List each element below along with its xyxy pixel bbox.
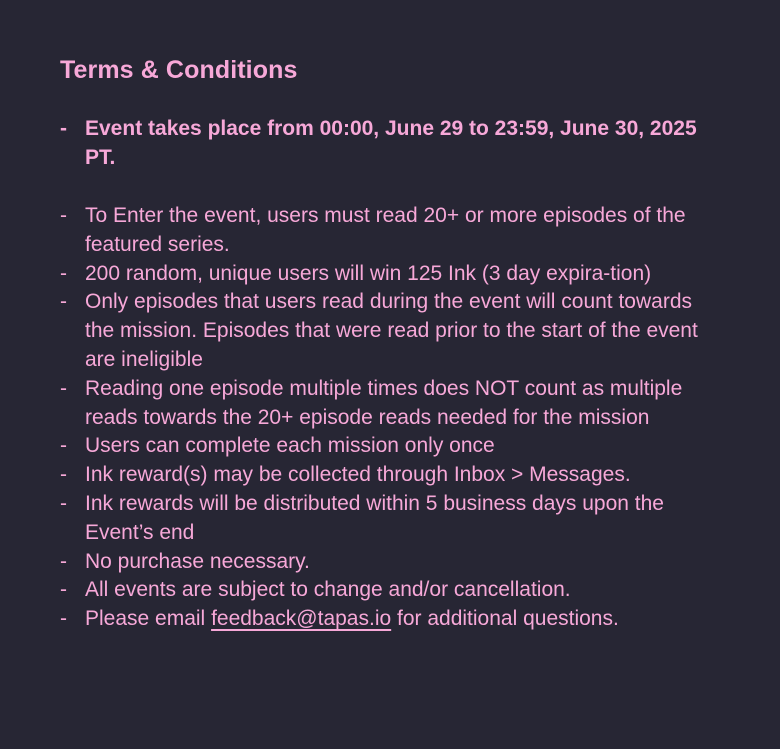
terms-item (60, 288, 724, 374)
event-dates (60, 114, 724, 172)
contact-text-after: for additional questions. (391, 607, 619, 631)
terms-item-text: Users can complete each mission only once (85, 434, 495, 458)
terms-item (60, 548, 724, 577)
bullet-dash: - (60, 434, 67, 458)
contact-text-before: Please email (85, 607, 212, 631)
terms-item-text: Ink rewards will be distributed within 5 business days upon the Event’s end (85, 491, 664, 544)
bullet-dash: - (60, 463, 67, 487)
terms-item (60, 490, 724, 548)
event-dates-text: Event takes place from 00:00, June 29 to 23:59, June 30, 2025 PT. (85, 117, 697, 169)
terms-item-text: To Enter the event, users must read 20+ or more episodes of the featured series. (85, 204, 686, 256)
bullet-dash: - (60, 549, 67, 573)
bullet-dash: - (60, 578, 67, 602)
terms-item-text: Ink reward(s) may be collected through Inbox > Messages. (85, 463, 631, 487)
terms-item (60, 260, 724, 289)
bullet-dash: - (60, 376, 67, 400)
feedback-email-link[interactable]: feedback@tapas.io (211, 607, 392, 631)
terms-item-contact (60, 605, 724, 634)
terms-item (60, 375, 724, 433)
terms-item (60, 576, 724, 605)
terms-title: Terms & Conditions (60, 56, 298, 84)
terms-item-text: 200 random, unique users will win 125 Ink (3 day expira-tion) (85, 261, 652, 285)
bullet-dash: - (60, 491, 67, 515)
terms-item-text: Reading one episode multiple times does NOT count as multiple reads towards the 20+ episode reads needed for the mission (85, 376, 683, 429)
terms-item (60, 461, 724, 490)
bullet-dash: - (60, 204, 67, 227)
terms-item-text: Only episodes that users read during the event will count towards the mission. Episodes that were read prior to the start of the event are ineligible (85, 290, 698, 371)
bullet-dash: - (60, 117, 67, 140)
terms-item-text: No purchase necessary. (85, 549, 310, 573)
bullet-dash: - (60, 290, 67, 314)
terms-item-text: All events are subject to change and/or cancellation. (85, 578, 571, 602)
terms-item (60, 202, 724, 260)
bullet-dash: - (60, 607, 67, 631)
bullet-dash: - (60, 261, 67, 285)
terms-item (60, 432, 724, 461)
terms-list (60, 202, 724, 634)
